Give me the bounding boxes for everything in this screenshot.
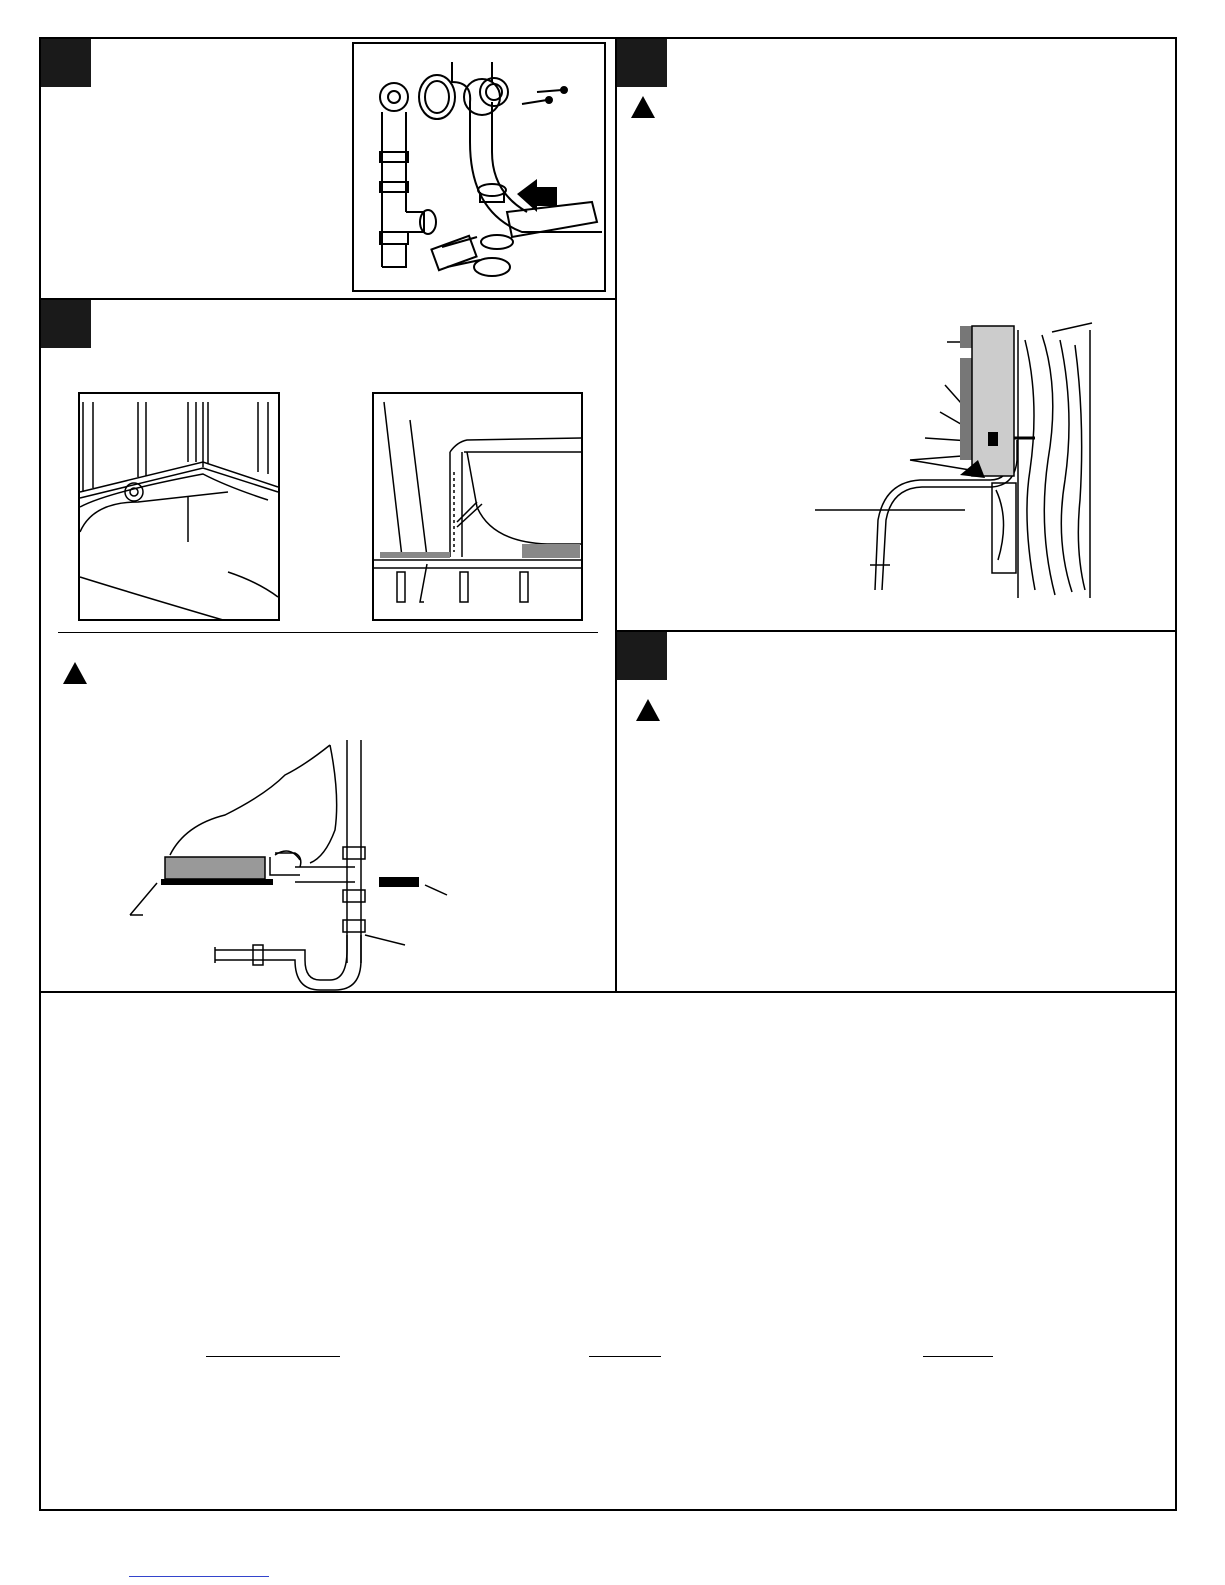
warning-triangle-icon <box>636 699 660 721</box>
row-divider-right <box>615 630 1177 632</box>
step-badge-1 <box>41 39 91 87</box>
step-badge-2 <box>41 300 91 348</box>
signature-line-3 <box>923 1356 993 1357</box>
drain-overflow-illustration <box>352 42 606 292</box>
step-badge-3 <box>617 39 667 87</box>
tub-corner-illustration <box>78 392 280 621</box>
wall-flange-section-illustration <box>810 320 1100 605</box>
column-divider <box>615 37 617 993</box>
footer-link[interactable] <box>129 1576 269 1577</box>
signature-line-1 <box>206 1356 340 1357</box>
screw-icon <box>522 87 567 104</box>
drain-piping-illustration <box>125 735 465 985</box>
tub-section-illustration <box>372 392 583 621</box>
signature-line-2 <box>589 1356 661 1357</box>
warning-triangle-icon <box>63 662 87 684</box>
thin-separator <box>58 632 598 633</box>
row-divider-bottom <box>39 991 1177 993</box>
row-divider-left <box>39 298 617 300</box>
warning-triangle-icon <box>631 96 655 118</box>
step-badge-4 <box>617 632 667 680</box>
